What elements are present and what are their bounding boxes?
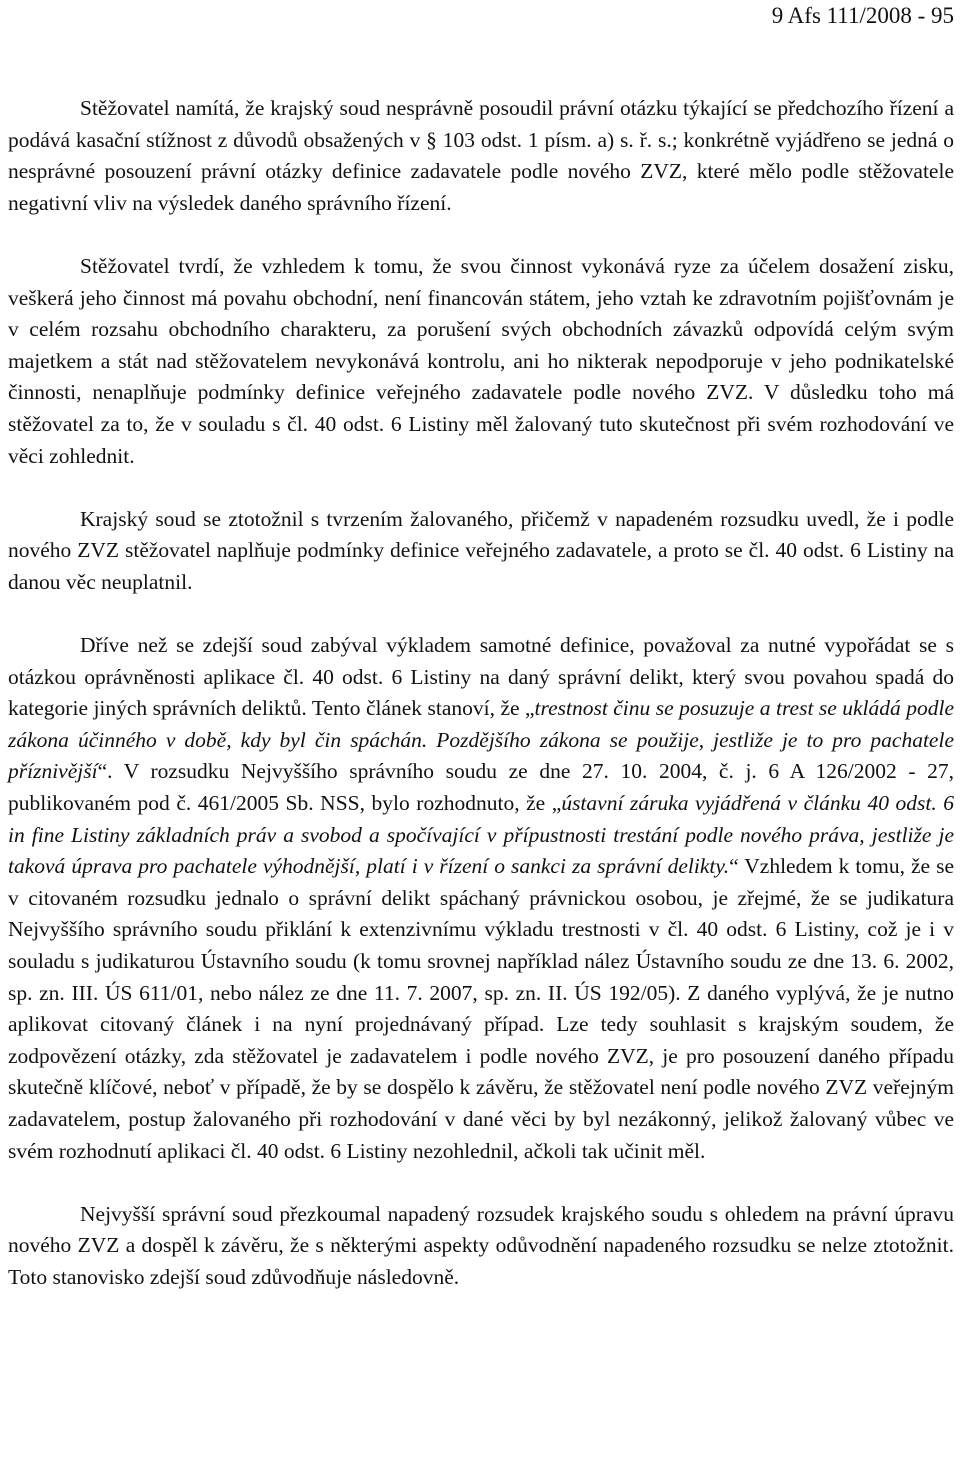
paragraph-text: “ Vzhledem k tomu, že se v citovaném rozsudku jednalo o správní delikt spáchaný právnickou osobou, je zřejmé, že se judikatura Nejvyššího správního soudu přiklání k extenzivnímu výkladu trestnosti v čl. 40 odst. 6 Listiny, což je i v souladu s judikaturou Ústavního soudu (k tomu srovnej například nález Ústavního soudu ze dne 13. 6. 2002, sp. zn. III. ÚS 611/01, nebo nález ze dne 11. 7. 2007, sp. zn. II. ÚS 192/05). Z daného vyplývá, že je nutno aplikovat citovaný článek i na nyní projednávaný případ. Lze tedy souhlasit s krajským soudem, že zodpovězení otázky, zda stěžovatel je zadavatelem i podle nového ZVZ, je pro posouzení daného případu skutečně klíčové, neboť v případě, že by se dospělo k závěru, že stěžovatel není podle nového ZVZ veřejným zadavatelem, postup žalovaného při rozhodování v dané věci by byl nezákonný, jelikož žalovaný vůbec ve svém rozhodnutí aplikaci čl. 40 odst. 6 Listiny nezohlednil, ačkoli tak učinit měl.: [8, 854, 954, 1163]
paragraph-text: Stěžovatel namítá, že krajský soud nesprávně posoudil právní otázku týkající se předchozího řízení a podává kasační stížnost z důvodů obsažených v § 103 odst. 1 písm. a) s. ř. s.; konkrétně vyjádřeno se jedná o nesprávné posouzení právní otázky definice zadavatele podle nového ZVZ, které mělo podle stěžovatele negativní vliv na výsledek daného správního řízení.: [8, 96, 954, 215]
case-number-header: 9 Afs 111/2008 - 95: [771, 3, 954, 28]
paragraph-text: “. V rozsudku Nejvyššího správního soudu ze dne 27. 10. 2004, č. j. 6 A 126/2002 - 27, publikovaném pod č. 461/2005 Sb. NSS, bylo rozhodnuto, že „: [8, 759, 954, 816]
paragraph-text: Krajský soud se ztotožnil s tvrzením žalovaného, přičemž v napadeném rozsudku uvedl, že i podle nového ZVZ stěžovatel naplňuje podmínky definice veřejného zadavatele, a proto se čl. 40 odst. 6 Listiny na danou věc neuplatnil.: [8, 506, 954, 594]
paragraph-conclusion: [8, 1199, 954, 1294]
paragraph-regional-court: [8, 504, 954, 599]
paragraph-text: Stěžovatel tvrdí, že vzhledem k tomu, že svou činnost vykonává ryze za účelem dosažení zisku, veškerá jeho činnost má povahu obchodní, není financován státem, jeho vztah ke zdravotním pojišťovnám je v celém rozsahu obchodního charakteru, za porušení svých obchodních závazků odpovídá celým svým majetkem a stát nad stěžovatelem nevykonává kontrolu, ani ho nikterak nepodporuje v jeho podnikatelské činnosti, nenaplňuje podmínky definice veřejného zadavatele podle nového ZVZ. V důsledku toho má stěžovatel za to, že v souladu s čl. 40 odst. 6 Listiny měl žalovaný tuto skutečnost při svém rozhodování ve věci zohlednit.: [8, 253, 954, 468]
paragraph-text: Nejvyšší správní soud přezkoumal napadený rozsudek krajského soudu s ohledem na právní úpravu nového ZVZ a dospěl k závěru, že s některými aspekty odůvodnění napadeného rozsudku se nelze ztotožnit. Toto stanovisko zdejší soud zdůvodňuje následovně.: [8, 1201, 954, 1289]
quoted-ruling-text: ústavní záruka vyjádřená v článku 40 odst. 6 in fine Listiny základních práv a svobod a spočívající v přípustnosti trestání podle nového práva, jestliže je taková úprava pro pachatele výhodnější, platí i v řízení o sankci za správní delikty.: [8, 791, 955, 879]
paragraph-analysis: [8, 630, 954, 1167]
paragraph-complaint: [8, 93, 954, 219]
paragraph-text: Dříve než se zdejší soud zabýval výkladem samotné definice, považoval za nutné vypořádat se s otázkou oprávněnosti aplikace čl. 40 odst. 6 Listiny na daný správní delikt, který svou povahou spadá do kategorie jiných správních deliktů. Tento článek stanoví, že „: [8, 633, 954, 721]
document-body: [8, 93, 954, 1294]
paragraph-argument: [8, 251, 954, 472]
quoted-article-text: trestnost činu se posuzuje a trest se ukládá podle zákona účinného v době, kdy byl čin spáchán. Pozdějšího zákona se použije, jestliže je to pro pachatele příznivější: [8, 696, 954, 784]
